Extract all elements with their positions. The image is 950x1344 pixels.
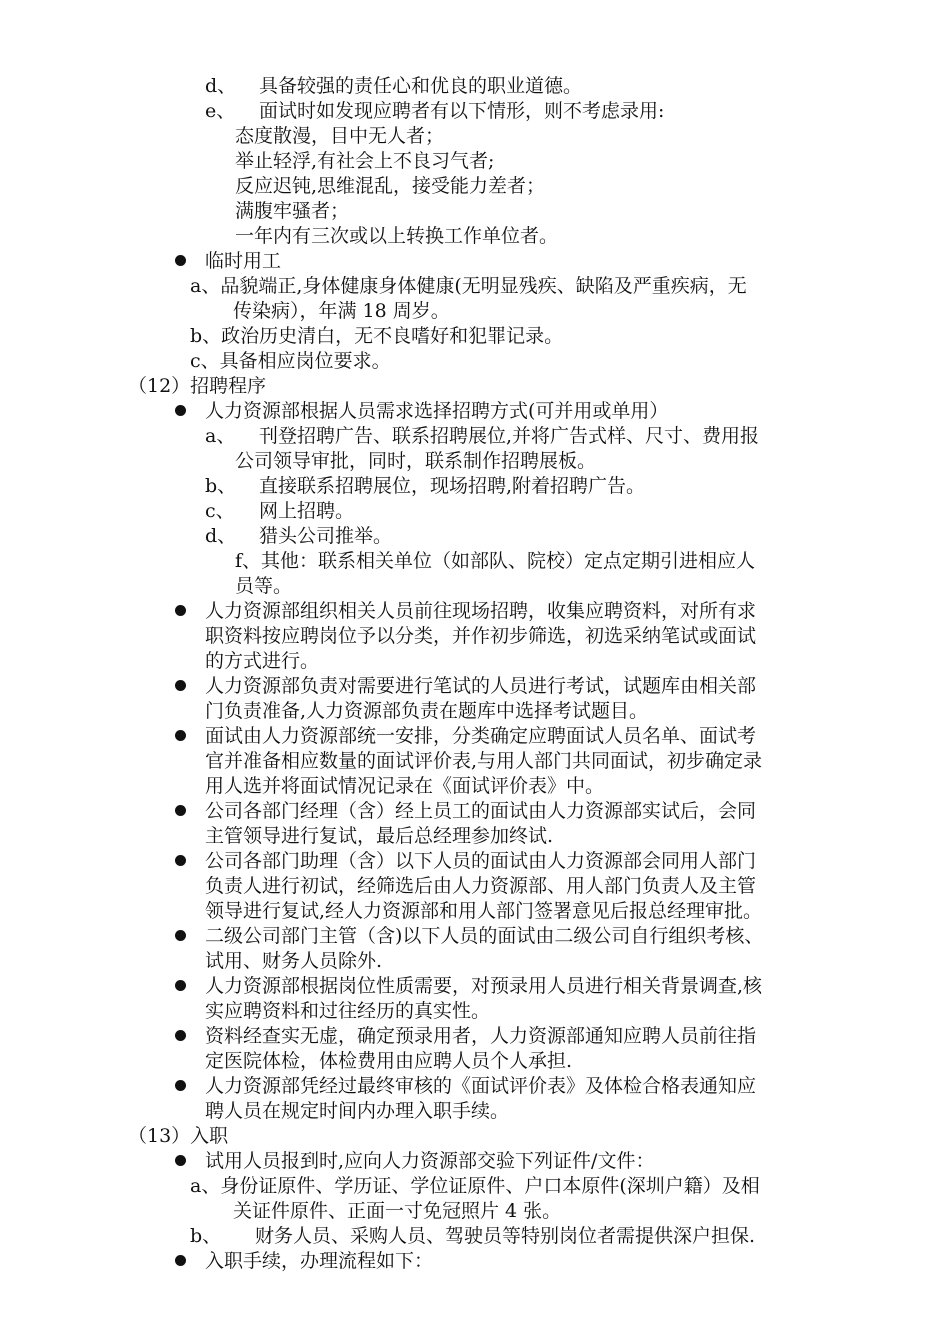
method-item-f: f、其他：联系相关单位（如部队、院校）定点定期引进相应人 xyxy=(235,550,756,572)
item-text: 猎头公司推举。 xyxy=(259,525,393,547)
bullet-text: 的方式进行。 xyxy=(205,650,320,672)
bullet-icon xyxy=(175,980,186,991)
bullet-text: 领导进行复试,经人力资源部和用人部门签署意见后报总经理审批。 xyxy=(205,900,763,922)
bullet-text: 人力资源部根据岗位性质需要，对预录用人员进行相关背景调查,核 xyxy=(205,975,763,997)
bullet-icon xyxy=(175,1155,186,1166)
method-item-f-cont: 员等。 xyxy=(235,575,293,597)
bullet-text: 试用、财务人员除外. xyxy=(205,950,383,972)
item-label: c、 xyxy=(205,500,235,522)
list-item-d xyxy=(205,74,582,98)
method-item-d xyxy=(205,524,392,548)
item-text: 网上招聘。 xyxy=(259,500,355,522)
item-text: 财务人员、采购人员、驾驶员等特别岗位者需提供深户担保. xyxy=(255,1225,756,1247)
item-label: d、 xyxy=(205,525,237,547)
bullet-icon xyxy=(175,1030,186,1041)
bullet-icon xyxy=(175,805,186,816)
bullet-text: 人力资源部负责对需要进行笔试的人员进行考试，试题库由相关部 xyxy=(205,675,757,697)
method-item-a-cont: 公司领导审批，同时，联系制作招聘展板。 xyxy=(235,450,597,472)
method-item-a xyxy=(205,424,759,448)
bullet-icon xyxy=(175,680,186,691)
temp-employment-title: 临时用工 xyxy=(205,250,282,272)
method-item-b xyxy=(205,474,645,498)
bullet-icon xyxy=(175,1080,186,1091)
bullet-icon xyxy=(175,405,186,416)
bullet-text: 公司各部门经理（含）经上员工的面试由人力资源部实试后，会同 xyxy=(205,800,757,822)
bullet-text: 公司各部门助理（含）以下人员的面试由人力资源部会同用人部门 xyxy=(205,850,757,872)
bullet-text: 人力资源部凭经过最终审核的《面试评价表》及体检合格表通知应 xyxy=(205,1075,757,1097)
bullet-text: 门负责准备,人力资源部负责在题库中选择考试题目。 xyxy=(205,700,649,722)
item-label: a、 xyxy=(205,425,236,447)
section-heading-12: （12）招聘程序 xyxy=(128,375,267,397)
bullet-icon xyxy=(175,730,186,741)
item-label: d、 xyxy=(205,75,237,97)
bullet-text: 面试由人力资源部统一安排，分类确定应聘面试人员名单、面试考 xyxy=(205,725,757,747)
bullet-icon xyxy=(175,930,186,941)
bullet-text: 定医院体检，体检费用由应聘人员个人承担. xyxy=(205,1050,573,1072)
bullet-icon xyxy=(175,255,186,266)
bullet-text: 聘人员在规定时间内办理入职手续。 xyxy=(205,1100,510,1122)
temp-item-b: b、政治历史清白，无不良嗜好和犯罪记录。 xyxy=(190,325,564,347)
item-text: 面试时如发现应聘者有以下情形，则不考虑录用: xyxy=(259,100,665,122)
method-item-c xyxy=(205,499,354,523)
bullet-text: 主管领导进行复试，最后总经理参加终试. xyxy=(205,825,554,847)
bullet-icon xyxy=(175,1255,186,1266)
bullet-icon xyxy=(175,605,186,616)
temp-item-a-cont: 传染病），年满 18 周岁。 xyxy=(233,300,450,322)
item-text: 具备较强的责任心和优良的职业道德。 xyxy=(259,75,583,97)
exclusion-item: 态度散漫，目中无人者； xyxy=(235,125,445,147)
exclusion-item: 举止轻浮,有社会上不良习气者; xyxy=(235,150,495,172)
exclusion-item: 满腹牢骚者； xyxy=(235,200,350,222)
exclusion-item: 反应迟钝,思维混乱，接受能力差者； xyxy=(235,175,546,197)
bullet-text: 职资料按应聘岗位予以分类，并作初步筛选，初选采纳笔试或面试 xyxy=(205,625,757,647)
bullet-text: 用人选并将面试情况记录在《面试评价表》中。 xyxy=(205,775,605,797)
item-label: e、 xyxy=(205,100,236,122)
document-item-b xyxy=(190,1224,755,1248)
bullet-text: 实应聘资料和过往经历的真实性。 xyxy=(205,1000,491,1022)
bullet-text: 入职手续，办理流程如下： xyxy=(205,1250,434,1272)
document-item-a-cont: 关证件原件、正面一寸免冠照片 4 张。 xyxy=(233,1200,562,1222)
bullet-text: 资料经查实无虚，确定预录用者，人力资源部通知应聘人员前往指 xyxy=(205,1025,757,1047)
temp-item-c: c、具备相应岗位要求。 xyxy=(190,350,391,372)
section-heading-13: （13）入职 xyxy=(128,1125,229,1147)
bullet-text: 负责人进行初试，经筛选后由人力资源部、用人部门负责人及主管 xyxy=(205,875,757,897)
bullet-text: 二级公司部门主管（含)以下人员的面试由二级公司自行组织考核、 xyxy=(205,925,764,947)
temp-item-a: a、品貌端正,身体健康身体健康(无明显残疾、缺陷及严重疾病，无 xyxy=(190,275,747,297)
exclusion-item: 一年内有三次或以上转换工作单位者。 xyxy=(235,225,559,247)
list-item-e xyxy=(205,99,664,123)
bullet-text: 人力资源部根据人员需求选择招聘方式(可并用或单用） xyxy=(205,400,669,422)
item-label: b、 xyxy=(205,475,237,497)
item-text: 刊登招聘广告、联系招聘展位,并将广告式样、尺寸、费用报 xyxy=(259,425,760,447)
bullet-icon xyxy=(175,855,186,866)
bullet-text: 试用人员报到时,应向人力资源部交验下列证件/文件： xyxy=(205,1150,655,1172)
document-item-a: a、身份证原件、学历证、学位证原件、户口本原件(深圳户籍）及相 xyxy=(190,1175,760,1197)
item-label: b、 xyxy=(190,1225,222,1247)
item-text: 直接联系招聘展位，现场招聘,附着招聘广告。 xyxy=(259,475,646,497)
bullet-text: 人力资源部组织相关人员前往现场招聘，收集应聘资料，对所有求 xyxy=(205,600,757,622)
bullet-text: 官并准备相应数量的面试评价表,与用人部门共同面试，初步确定录 xyxy=(205,750,763,772)
